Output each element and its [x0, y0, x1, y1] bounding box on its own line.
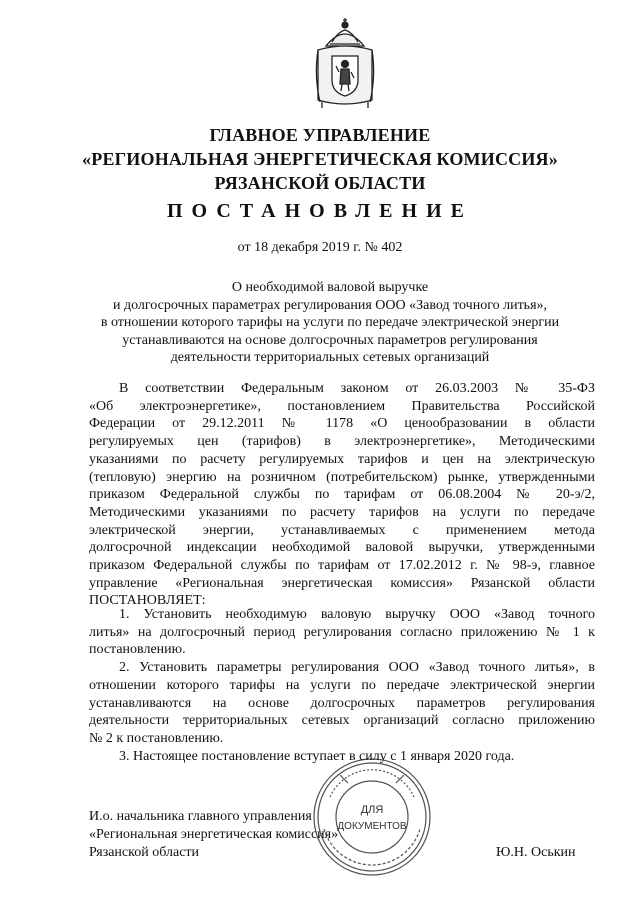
preamble-line: «Об электроэнергетике», постановлением Правительства Российской: [89, 398, 595, 414]
preamble-line: регулируемых цен (тарифов) в электроэнергетике», Методическими: [89, 434, 595, 450]
document-subject: [70, 279, 590, 367]
signatory-name: Ю.Н. Оськин: [496, 845, 576, 860]
item1-line: литья» на долгосрочный период регулирования согласно приложению № 1 к: [89, 624, 595, 640]
preamble-line: В соответствии Федеральным законом от 26.03.2003 № 35-ФЗ: [119, 381, 595, 396]
subject-line: и долгосрочных параметрах регулирования ООО «Завод точного литья»,: [112, 297, 548, 313]
preamble-line: Федерации от 29.12.2011 № 1178 «О ценообразовании в области: [89, 416, 595, 432]
preamble-line: управление «Региональная энергетическая комиссия» Рязанской области: [89, 575, 595, 591]
official-stamp: [310, 755, 434, 879]
item1-line: 1. Установить необходимую валовую выручку ООО «Завод точного: [119, 607, 595, 622]
organization-name-line3: РЯЗАНСКОЙ ОБЛАСТИ: [214, 173, 426, 193]
item2-line: отношении которого тарифы на услуги по передаче электрической энергии: [89, 677, 595, 693]
signatory-position-line: И.о. начальника главного управления: [89, 809, 312, 824]
subject-line: деятельности территориальных сетевых организаций: [170, 350, 490, 366]
document-type-title: ПОСТАНОВЛЕНИЕ: [167, 200, 473, 222]
signatory-position-line: «Региональная энергетическая комиссия»: [89, 827, 339, 842]
item1-line: постановлению.: [89, 642, 186, 658]
preamble-line: Методическими указаниями по расчету тарифов на услуги по передаче: [89, 504, 595, 520]
preamble-resolves: ПОСТАНОВЛЯЕТ:: [89, 593, 206, 609]
item2-line: 2. Установить параметры регулирования ООО «Завод точного литья», в: [119, 660, 595, 676]
organization-name-line1: ГЛАВНОЕ УПРАВЛЕНИЕ: [209, 125, 431, 145]
signatory-position-line: Рязанской области: [89, 845, 200, 860]
item2-line: № 2 к постановлению.: [89, 730, 224, 746]
stamp-text-line1: ДЛЯ: [360, 804, 384, 816]
document-date-number: от 18 декабря 2019 г. № 402: [237, 240, 403, 255]
subject-line: в отношении которого тарифы на услуги по передаче электрической энергии: [100, 315, 560, 331]
preamble-line: указаниями по расчету регулируемых тарифов и цен на электрическую: [89, 451, 595, 467]
subject-line: устанавливаются на основе долгосрочных параметров регулирования: [122, 332, 538, 348]
organization-name-line2: «РЕГИОНАЛЬНАЯ ЭНЕРГЕТИЧЕСКАЯ КОМИССИЯ»: [82, 149, 558, 169]
subject-line: О необходимой валовой выручке: [231, 280, 429, 295]
preamble-paragraph: [89, 380, 595, 610]
preamble-line: (тепловую) энергию на розничном (потребительском) рынке, утвержденными: [89, 469, 595, 485]
preamble-line: приказом Федеральной службы по тарифам от 17.02.2012 г. № 98-э, главное: [89, 558, 595, 574]
item3-line: 3. Настоящее постановление вступает в силу с 1 января 2020 года.: [119, 748, 515, 764]
coat-of-arms-emblem: [312, 16, 378, 112]
preamble-line: приказом Федеральной службы по тарифам от 06.08.2004 № 20-э/2,: [89, 487, 595, 503]
item2-line: устанавливаются на основе долгосрочных параметров регулирования: [89, 695, 595, 711]
preamble-line: электрической энергии, устанавливаемых с применением метода: [89, 522, 595, 538]
item2-line: деятельности территориальных сетевых организаций согласно приложению: [89, 713, 595, 729]
stamp-text-line2: ДОКУМЕНТОВ: [337, 821, 407, 832]
preamble-line: долгосрочной индексации необходимой валовой выручки, утвержденными: [89, 540, 595, 556]
resolution-items: [89, 606, 595, 765]
signatory-position: [89, 808, 338, 862]
